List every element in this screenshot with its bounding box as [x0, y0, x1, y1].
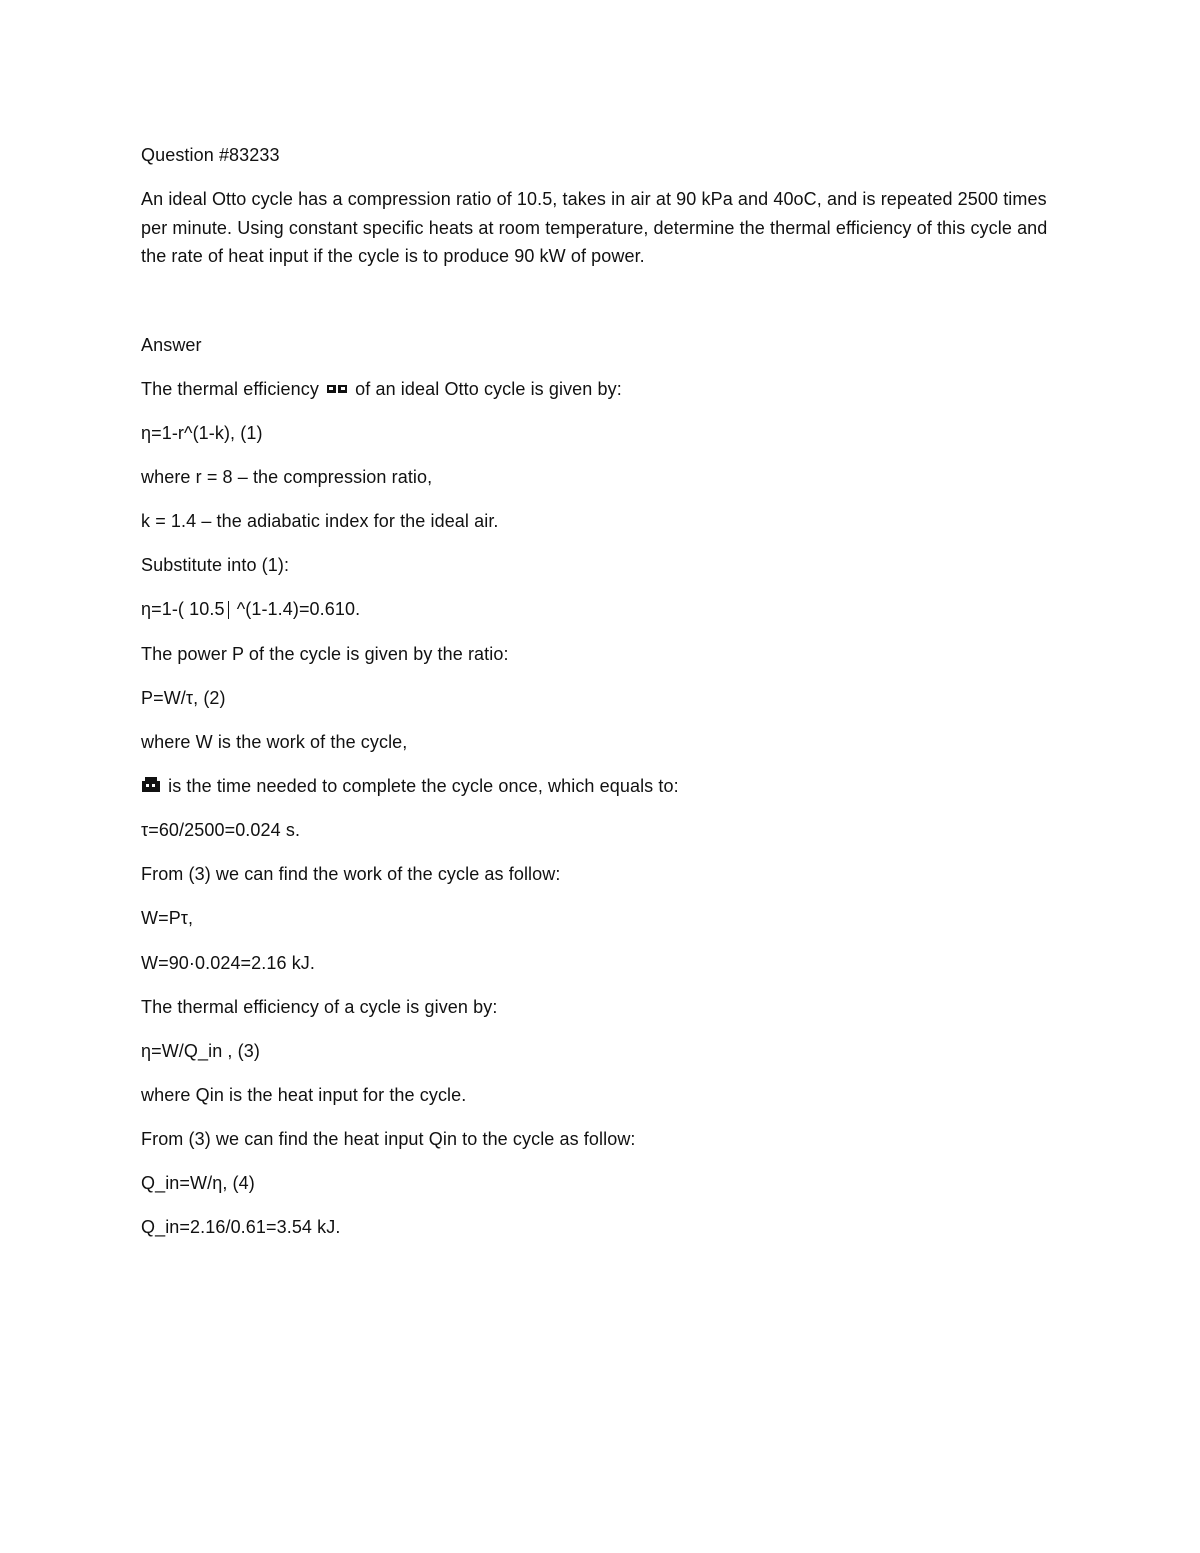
question-text: An ideal Otto cycle has a compression ratio of 10.5, takes in air at 90 kPa and 40oC, and is repeated 2500 times per minute. Using constant specific heats at room temperature, determine the thermal efficiency of this cycle and the rate of heat input if the cycle is to produce 90 kW of power.	[141, 189, 1048, 266]
answer-line-18: From (3) we can find the heat input Qin to the cycle as follow:	[141, 1129, 636, 1149]
answer-line-1-after: of an ideal Otto cycle is given by:	[355, 379, 622, 399]
answer-line-6	[141, 595, 360, 623]
answer-line-4: k = 1.4 – the adiabatic index for the ideal air.	[141, 511, 499, 531]
question-title: Question #83233	[141, 145, 280, 165]
answer-line-2: η=1-r^(1-k), (1)	[141, 423, 263, 443]
answer-line-10	[141, 772, 679, 801]
answer-line-15: The thermal efficiency of a cycle is given by:	[141, 997, 498, 1017]
answer-line-19: Q_in=W/η, (4)	[141, 1173, 255, 1193]
answer-line-6-b: 10.5	[189, 599, 225, 619]
answer-line-20: Q_in=2.16/0.61=3.54 kJ.	[141, 1217, 341, 1237]
answer-line-10-after: is the time needed to complete the cycle once, which equals to:	[168, 776, 679, 796]
answer-line-9: where W is the work of the cycle,	[141, 732, 408, 752]
answer-line-3: where r = 8 – the compression ratio,	[141, 467, 433, 487]
broken-equation-icon	[141, 773, 161, 801]
answer-line-17: where Qin is the heat input for the cycle.	[141, 1085, 467, 1105]
answer-line-1-before: The thermal efficiency	[141, 379, 319, 399]
answer-line-12: From (3) we can find the work of the cycle as follow:	[141, 864, 561, 884]
answer-line-7: The power P of the cycle is given by the ratio:	[141, 644, 509, 664]
answer-line-6-c: ^(1-1.4)=0.610.	[236, 599, 361, 619]
answer-line-16: η=W/Q_in , (3)	[141, 1041, 260, 1061]
broken-equation-icon	[326, 376, 348, 404]
answer-line-14: W=90·0.024=2.16 kJ.	[141, 953, 316, 973]
answer-line-11: τ=60/2500=0.024 s.	[141, 820, 301, 840]
answer-line-13: W=Pτ,	[141, 908, 194, 928]
answer-line-6-a: η=1-(	[141, 599, 185, 619]
answer-heading: Answer	[141, 335, 202, 355]
answer-line-5: Substitute into (1):	[141, 555, 290, 575]
equation-bar-icon	[228, 601, 229, 619]
answer-line-8: P=W/τ, (2)	[141, 688, 226, 708]
answer-line-1	[141, 375, 622, 404]
